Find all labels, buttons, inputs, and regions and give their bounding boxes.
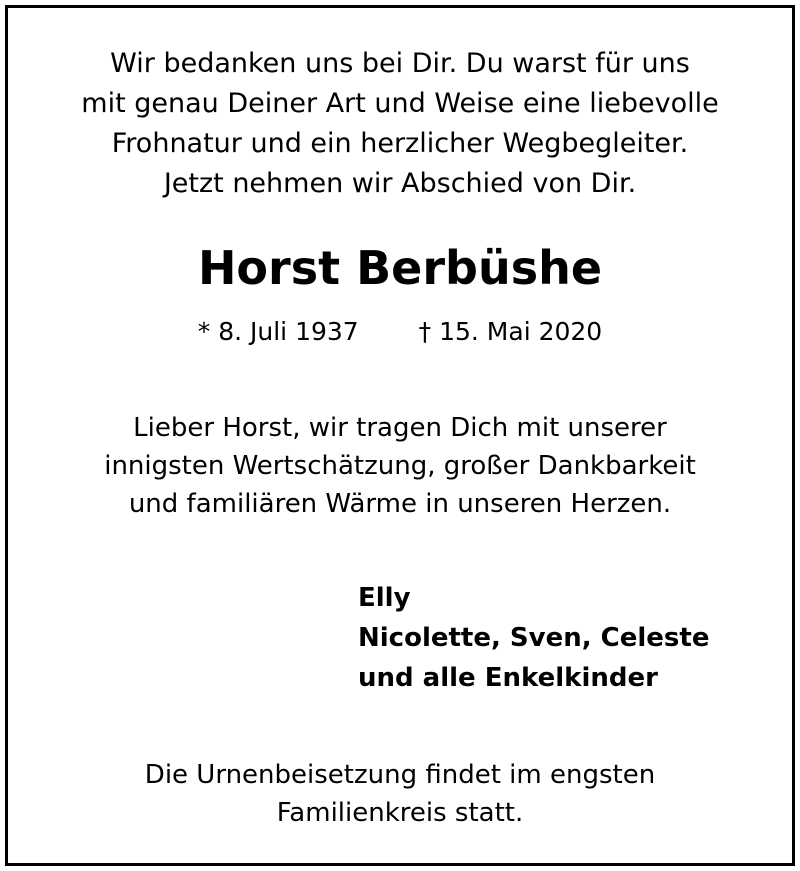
intro-line: Wir bedanken uns bei Dir. Du warst für uns [110,48,690,79]
deceased-name: Horst Berbüshe [197,241,603,295]
death-date: † 15. Mai 2020 [418,317,603,346]
burial-note [8,756,792,832]
mourners-list [358,578,709,698]
mourner-line: und alle Enkelkinder [358,663,658,693]
burial-note-line: Familienkreis statt. [276,798,524,828]
obituary-notice [5,5,795,866]
message-line: Lieber Horst, wir tragen Dich mit unserer [133,413,667,443]
farewell-message [8,409,792,523]
message-line: innigsten Wertschätzung, großer Dankbarkeit [104,451,696,481]
intro-line: Jetzt nehmen wir Abschied von Dir. [163,168,637,199]
birth-date: * 8. Juli 1937 [197,317,359,346]
mourner-line: Elly [358,583,411,613]
burial-note-line: Die Urnenbeisetzung findet im engsten [144,760,656,790]
life-dates [8,316,792,348]
intro-line: mit genau Deiner Art und Weise eine liebevolle [81,88,719,119]
mourner-line: Nicolette, Sven, Celeste [358,623,710,653]
intro-text [8,44,792,204]
intro-line: Frohnatur und ein herzlicher Wegbegleiter. [111,128,689,159]
message-line: und familiären Wärme in unseren Herzen. [128,489,672,519]
